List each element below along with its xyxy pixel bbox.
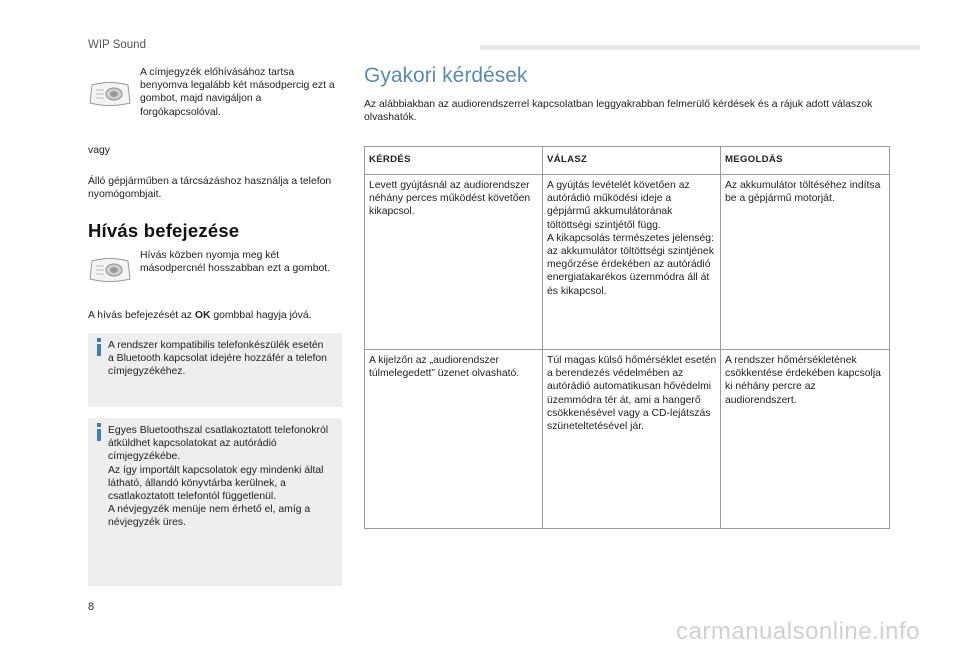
question-cell: Levett gyújtásnál az audiorendszer néhány perces működést követően kikapcsol. — [365, 175, 543, 350]
faq-table — [364, 146, 890, 529]
confirm-text-post: gombbal hagyja jóvá. — [210, 309, 312, 321]
confirm-instruction — [88, 309, 342, 322]
answer-cell: Túl magas külső hőmérséklet esetén a berendezés védelmében az autórádió automatikusan hővédelmi üzemmódra tér át, ami a hangerő csökkenésével vagy a CD-lejátszás szüneteltetésével jár. — [543, 350, 721, 529]
confirm-text-pre: A hívás befejezését az — [88, 309, 195, 321]
header-bar — [480, 45, 920, 50]
contacts-instruction: A címjegyzék előhívásához tartsa benyomva legalább két másodpercig ezt a gombot, majd navigáljon a forgókapcsolóval. — [140, 67, 335, 118]
end-call-button-row — [88, 249, 342, 301]
header-question: KÉRDÉS — [365, 147, 543, 175]
steering-button-icon — [88, 81, 132, 107]
solution-cell: A rendszer hőmérsékletének csökkentése érdekében kapcsolja ki néhány percre az audiorendszert. — [721, 350, 890, 529]
faq-section — [364, 64, 892, 433]
section-heading: Hívás befejezése — [88, 219, 240, 241]
info-box-bluetooth — [88, 418, 342, 586]
info-text-contacts: A rendszer kompatibilis telefonkészülék esetén a Bluetooth kapcsolat idejére hozzáfér a telefon címjegyzékéhez. — [108, 340, 327, 378]
page-number: 8 — [88, 601, 95, 613]
faq-title: Gyakori kérdések — [364, 64, 528, 87]
info-icon — [97, 344, 101, 356]
contacts-button-row — [88, 64, 342, 126]
dial-instruction: Álló gépjárműben a tárcsázáshoz használja a telefon nyomógombjait. — [88, 176, 332, 201]
table-row — [365, 350, 890, 529]
faq-header-row — [365, 147, 890, 175]
end-call-instruction: Hívás közben nyomja meg két másodpercnél hosszabban ezt a gombot. — [140, 249, 331, 275]
table-row — [365, 175, 890, 350]
faq-intro: Az alábbiakban az audiorendszerrel kapcsolatban leggyakrabban felmerülő kérdések és a rájuk adott válaszok olvashatók. — [364, 99, 873, 124]
info-icon — [97, 429, 101, 441]
question-cell: A kijelzőn az „audiorendszer túlmelegedett” üzenet olvasható. — [365, 350, 543, 529]
steering-button-icon — [88, 257, 132, 283]
header-solution: MEGOLDÁS — [721, 147, 890, 175]
header-answer: VÁLASZ — [543, 147, 721, 175]
header-title: WIP Sound — [88, 39, 146, 51]
left-column — [88, 64, 342, 586]
or-text: vagy — [88, 145, 110, 156]
answer-cell: A gyújtás levételét követően az autórádió működési ideje a gépjármű akkumulátorának töltöttségi szintjétől függ. A kikapcsolás természetes jelenség: az akkumulátor töltöttségi szintjének megőrzése érdekében az autórádió energiatakarékos üzemmódra áll át és kikapcsol. — [543, 175, 721, 350]
ok-label: OK — [194, 309, 211, 321]
info-text-bluetooth: Egyes Bluetoothszal csatlakoztatott telefonokról átküldhet kapcsolatokat az autórádió címjegyzékébe. Az így importált kapcsolatok egy mindenki által látható, állandó könyvtárba kerülnek, a csatlakoztatott telefontól függetlenül. A névjegyzék menüje nem érhető el, amíg a névjegyzék üres. — [108, 425, 329, 529]
solution-cell: Az akkumulátor töltéséhez indítsa be a gépjármű motorját. — [721, 175, 890, 350]
watermark: carmanualsonline.info — [676, 618, 920, 645]
info-box-contacts — [88, 333, 342, 407]
